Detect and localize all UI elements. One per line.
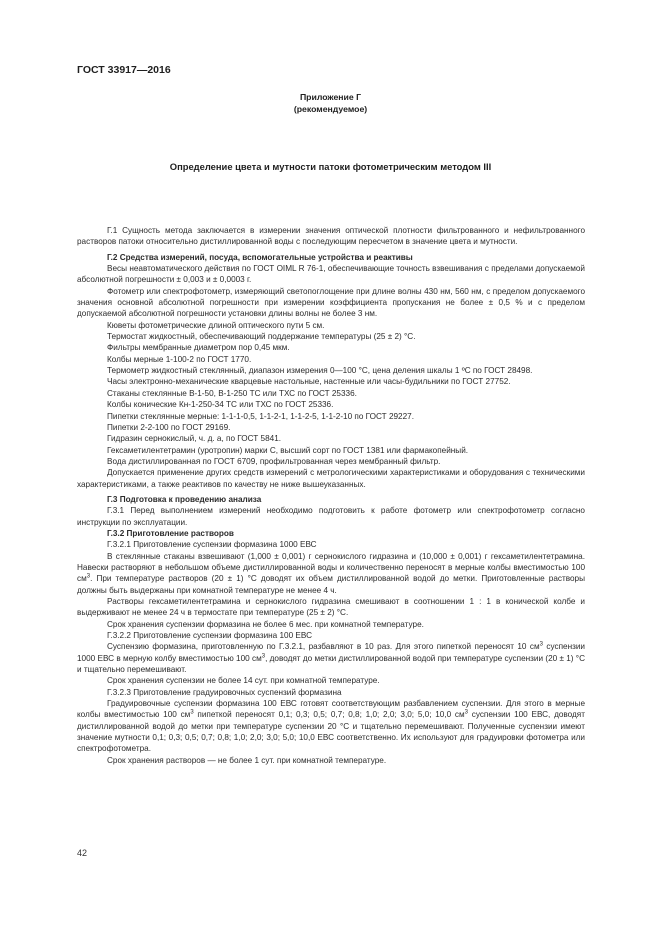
list-item: Колбы конические Кн-1-250-34 ТС или ТХС по ГОСТ 25336. xyxy=(107,400,334,410)
text-run: пипеткой переносят 0,1; 0,3; 0,5; 0,7; 0,8; 1,0; 2,0; 3,0; 5,0; 10,0 см xyxy=(193,710,465,720)
list-item: Фотометр или спектрофотометр, измеряющий светопоглощение при длине волны 430 нм, 560 нм, с пределом допускаемого значения основной абсолютной погрешности при измерении коэффициента пропускания не более ± 0,5 % и с пределом допускаемой абсолютной погрешности установки длины волны не более 3 нм. xyxy=(77,286,585,319)
paragraph-g323-a xyxy=(77,698,585,755)
heading-g3: Г.3 Подготовка к проведению анализа xyxy=(107,494,262,504)
list-item: Термометр жидкостный стеклянный, диапазон измерения 0—100 °С, цена деления шкалы 1 ºС по ГОСТ 28498. xyxy=(107,366,533,376)
list-item: Гексаметилентетрамин (уротропин) марки С, высший сорт по ГОСТ 1381 или фармакопейный. xyxy=(107,445,469,455)
list-item: Весы неавтоматического действия по ГОСТ OIML R 76-1, обеспечивающие точность взвешивания с пределами допускаемой абсолютной погрешности ± 0,003 и ± 0,0003 г. xyxy=(77,264,585,285)
list-item: Пипетки стеклянные мерные: 1-1-1-0,5, 1-1-2-1, 1-1-2-5, 1-1-2-10 по ГОСТ 29227. xyxy=(107,411,414,421)
paragraph-g1: Г.1 Сущность метода заключается в измерении значения оптической плотности фильтрованного и нефильтрованного растворов патоки относительно дистиллированной воды с последующим пересчетом в значение цвета и мутности. xyxy=(77,226,585,247)
list-item: Колбы мерные 1-100-2 по ГОСТ 1770. xyxy=(107,354,252,364)
page-number: 42 xyxy=(77,848,88,858)
text-run: Суспензию формазина, приготовленную по Г.3.2.1, разбавляют в 10 раз. Для этого пипеткой переносят 10 см xyxy=(107,642,540,652)
list-item: Допускается применение других средств измерений с метрологическими характеристиками и оборудования с техническими характеристиками, а также реактивов по качеству не ниже вышеуказанных. xyxy=(77,468,585,489)
paragraph-g322-b: Срок хранения суспензии не более 14 сут. при комнатной температуре. xyxy=(107,676,380,686)
paragraph-g323-b: Срок хранения растворов — не более 1 сут. при комнатной температуре. xyxy=(107,755,387,765)
standard-number: ГОСТ 33917—2016 xyxy=(77,64,171,76)
text-run: суспензии 100 ЕВС, доводят дистиллированной водой до метки при температуре суспензии 20 °С и тщательно перемешивают. Полученные суспензии имеют значение мутности 0,1; 0,3; 0,5; 0,7; 0,8; 1,0; 2,0; 3,0; 5,0; 10,0 ЕВС соответственно. Их используют для градуировки фотометра или спектрофотометра. xyxy=(77,710,585,754)
paragraph-g322-title: Г.3.2.2 Приготовление суспензии формазина 100 ЕВС xyxy=(107,631,312,641)
paragraph-g322-a xyxy=(77,641,585,675)
list-item: Гидразин сернокислый, ч. д. а, по ГОСТ 5841. xyxy=(107,434,282,444)
text-run: Градуировочные суспензии формазина 100 ЕВС готовят соответствующим разбавлением суспензии. Для этого в мерные колбы вместимостью 100 см xyxy=(77,699,585,720)
superscript: 3 xyxy=(261,652,266,659)
list-item: Пипетки 2-2-100 по ГОСТ 29169. xyxy=(107,422,231,432)
appendix-title: Приложение Г xyxy=(299,92,362,102)
superscript: 3 xyxy=(86,573,91,580)
paragraph-g323-title: Г.3.2.3 Приготовление градуировочных суспензий формазина xyxy=(107,687,342,697)
document-title: Определение цвета и мутности патоки фотометрическим методом III xyxy=(169,161,492,172)
paragraph-g31: Г.3.1 Перед выполнением измерений необходимо подготовить к работе фотометр или спектрофотометр согласно инструкции по эксплуатации. xyxy=(77,506,585,527)
heading-g2: Г.2 Средства измерений, посуда, вспомогательные устройства и реактивы xyxy=(107,252,413,262)
paragraph-g321-c: Срок хранения суспензии формазина не более 6 мес. при комнатной температуре. xyxy=(107,619,424,629)
text-run: В стеклянные стаканы взвешивают (1,000 ± 0,001) г сернокислого гидразина и (10,000 ± 0,001) г гексаметилентетрамина. Навески растворяют в небольшом объеме дистиллированной воды и количественно переносят в мерные колбы вместимостью 100 см xyxy=(77,551,585,584)
paragraph-g321-title: Г.3.2.1 Приготовление суспензии формазина 1000 ЕВС xyxy=(107,540,317,550)
document-body xyxy=(77,225,585,766)
list-item: Кюветы фотометрические длиной оптического пути 5 см. xyxy=(107,320,325,330)
superscript: 3 xyxy=(190,709,194,716)
text-run: суспензии 1000 ЕВС в мерную колбу вместимостью 100 см xyxy=(77,642,586,663)
list-item: Вода дистиллированная по ГОСТ 6709, профильтрованная через мембранный фильтр. xyxy=(107,456,441,466)
superscript: 3 xyxy=(539,641,543,648)
list-item: Часы электронно-механические кварцевые настольные, настенные или часы-будильники по ГОСТ 27752. xyxy=(107,377,511,387)
list-item: Фильтры мембранные диаметром пор 0,45 мкм. xyxy=(107,343,290,353)
list-item: Стаканы стеклянные В-1-50, В-1-250 ТС или ТХС по ГОСТ 25336. xyxy=(107,388,357,398)
paragraph-g321-b: Растворы гексаметилентетрамина и сернокислого гидразина смешивают в соотношении 1 : 1 в конической колбе и выдерживают не менее 24 ч в термостате при температуре (25 ± 2) °С. xyxy=(77,597,585,618)
heading-g32: Г.3.2 Приготовление растворов xyxy=(107,528,234,538)
text-run: . При температуре растворов (20 ± 1) °С доводят их объем дистиллированной водой до метки. Приготовленные растворы должны быть выдержаны при комнатной температуре не менее 4 ч. xyxy=(77,574,585,595)
superscript: 3 xyxy=(464,709,468,716)
list-item: Термостат жидкостный, обеспечивающий поддержание температуры (25 ± 2) °С. xyxy=(107,332,416,342)
text-run: , доводят до метки дистиллированной водой при температуре суспензии (20 ± 1) °С и тщательно перемешивают. xyxy=(77,653,585,675)
appendix-subtitle: (рекомендуемое) xyxy=(293,104,368,114)
paragraph-g321-a xyxy=(77,551,585,596)
